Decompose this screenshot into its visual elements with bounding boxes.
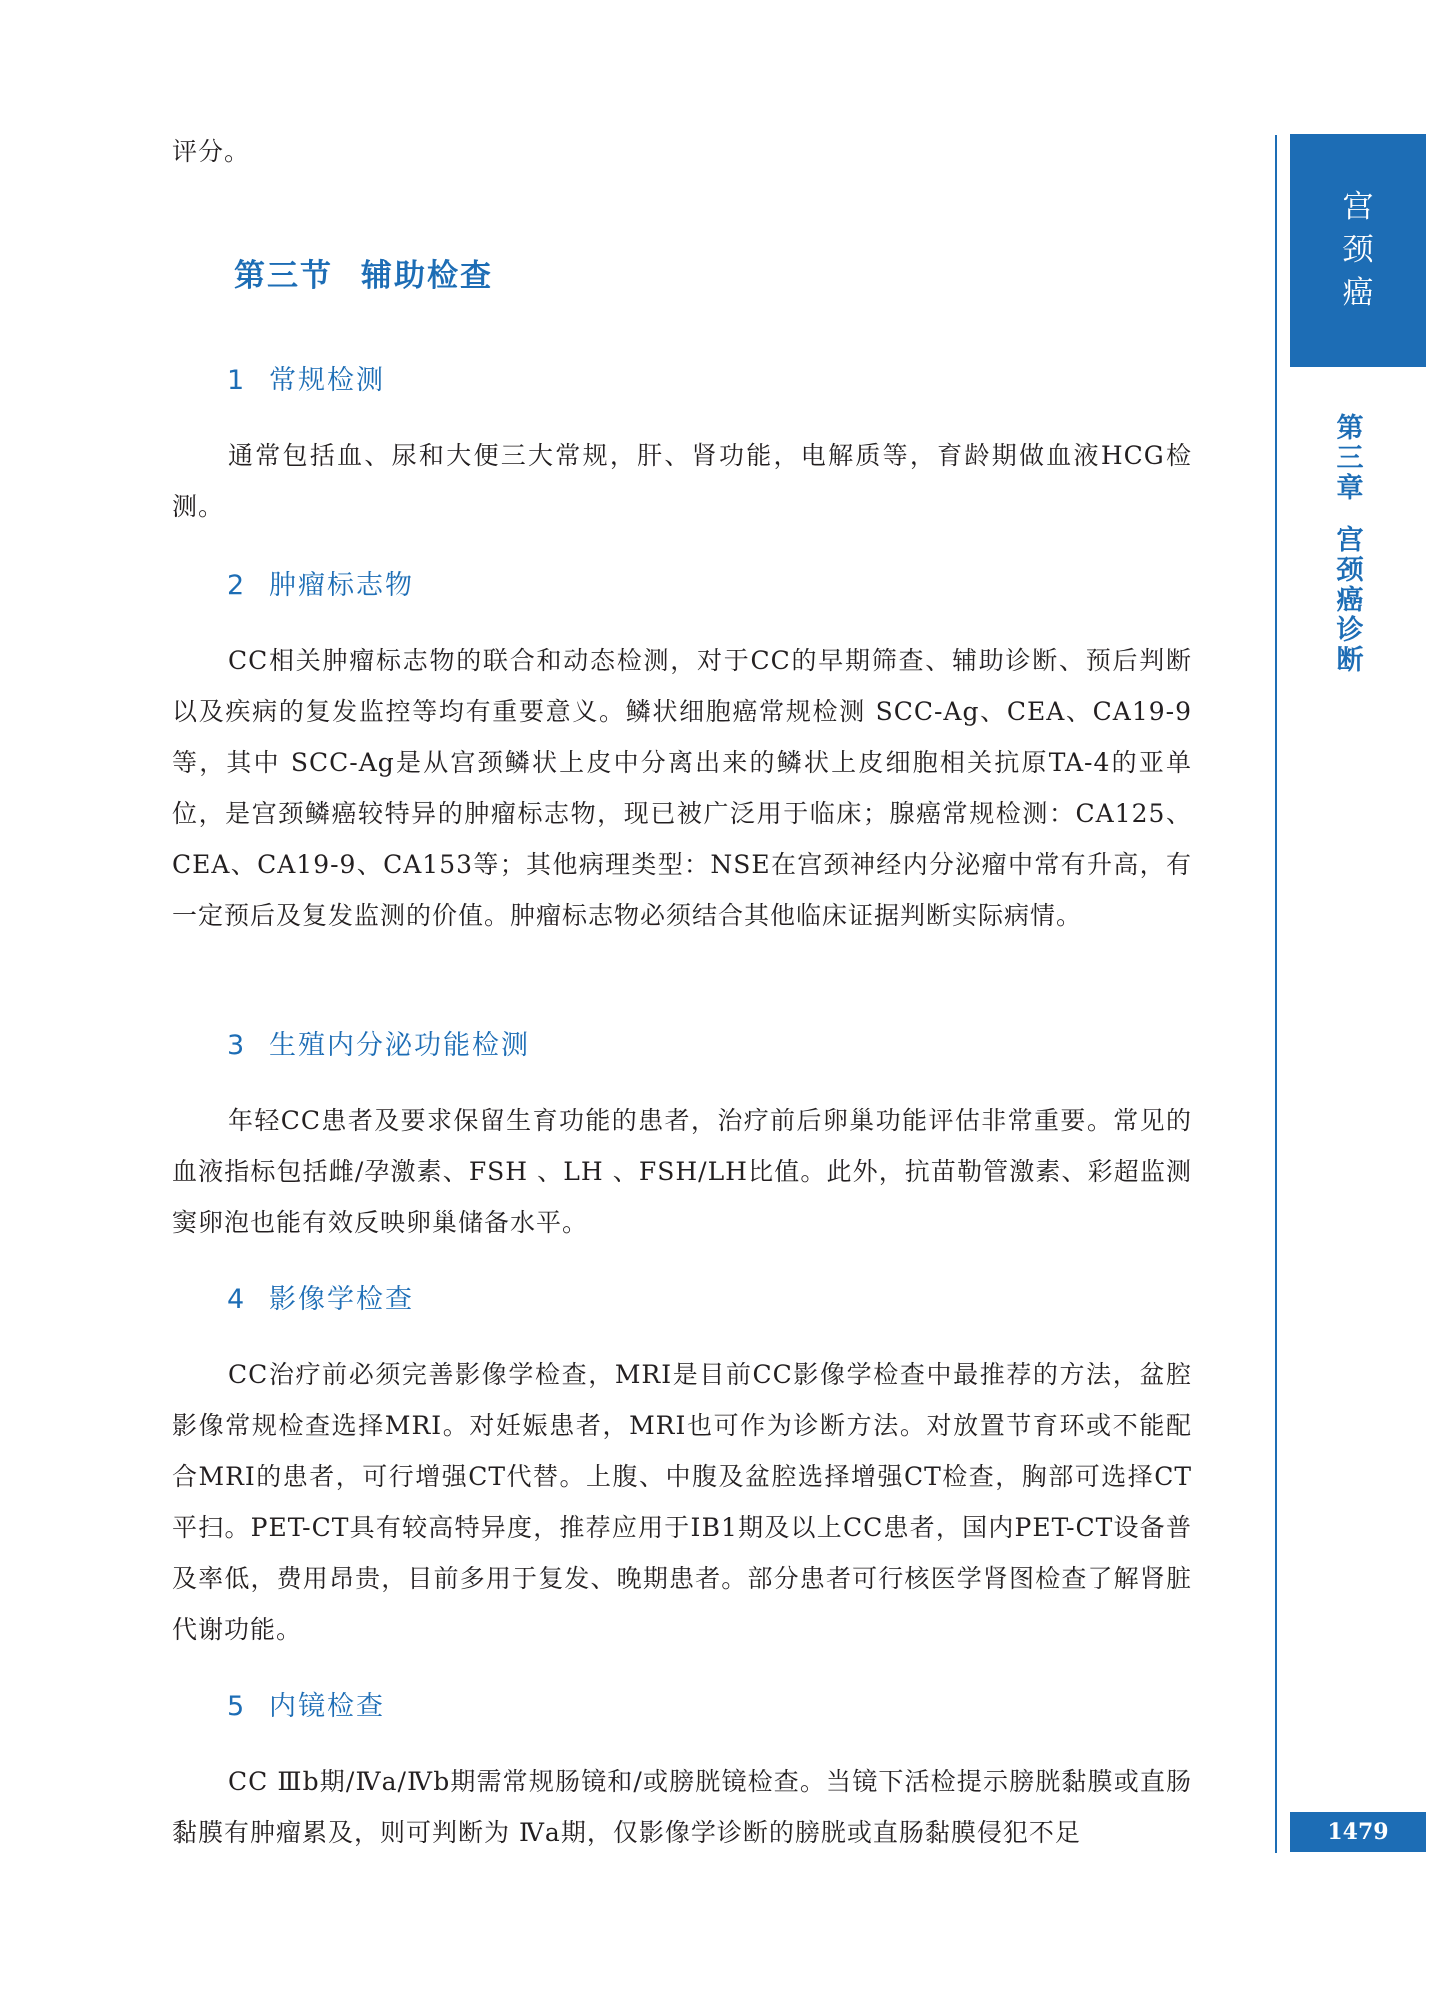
intro-paragraph: 评分。 xyxy=(172,137,251,166)
side-chapter-title xyxy=(1320,414,1380,676)
subsection-title: 内镜检查 xyxy=(269,1691,385,1722)
section-label: 第三节 xyxy=(234,258,333,294)
chapter-char: 第 xyxy=(1336,413,1364,444)
chapter-char: 诊 xyxy=(1336,615,1364,646)
subsection-heading-4 xyxy=(227,1277,414,1316)
subsection-heading-2 xyxy=(227,563,414,602)
subsection-title: 常规检测 xyxy=(269,365,385,396)
chapter-char: 宫 xyxy=(1336,525,1364,556)
page-number: 1479 xyxy=(1290,1812,1426,1852)
subsection-heading-3 xyxy=(227,1023,530,1062)
paragraph-imaging: CC治疗前必须完善影像学检查，MRI是目前CC影像学检查中最推荐的方法，盆腔影像常规检查选择MRI。对妊娠患者，MRI也可作为诊断方法。对放置节育环或不能配合MRI的患者，可行增强CT代替。上腹、中腹及盆腔选择增强CT检查，胸部可选择CT平扫。PET-CT具有较高特异度，推荐应用于ⅠB1期及以上CC患者，国内PET-CT设备普及率低，费用昂贵，目前多用于复发、晚期患者。部分患者可行核医学肾图检查了解肾脏代谢功能。 xyxy=(172,1360,1192,1644)
section-heading xyxy=(234,250,493,295)
subsection-number: 5 xyxy=(227,1691,247,1722)
paragraph-reproductive-endocrine: 年轻CC患者及要求保留生育功能的患者，治疗前后卵巢功能评估非常重要。常见的血液指标包括雌/孕激素、FSH 、LH 、FSH/LH比值。此外，抗苗勒管激素、彩超监测窦卵泡也能有效反映卵巢储备水平。 xyxy=(172,1106,1192,1237)
subsection-number: 4 xyxy=(227,1284,247,1315)
subsection-number: 1 xyxy=(227,365,247,396)
chapter-char: 三 xyxy=(1336,443,1364,474)
side-tab-char: 癌 xyxy=(1342,275,1374,311)
subsection-number: 2 xyxy=(227,570,247,601)
subsection-heading-5 xyxy=(227,1684,385,1723)
paragraph-routine-tests: 通常包括血、尿和大便三大常规，肝、肾功能，电解质等，育龄期做血液HCG检测。 xyxy=(172,441,1192,521)
subsection-heading-1 xyxy=(227,358,385,397)
chapter-char: 断 xyxy=(1336,645,1364,676)
section-title: 辅助检查 xyxy=(361,258,493,294)
subsection-title: 影像学检查 xyxy=(269,1284,414,1315)
subsection-title: 肿瘤标志物 xyxy=(269,570,414,601)
chapter-char: 癌 xyxy=(1336,585,1364,616)
chapter-char: 章 xyxy=(1336,473,1364,504)
subsection-title: 生殖内分泌功能检测 xyxy=(269,1030,530,1061)
paragraph-endoscopy: CC Ⅲb期/Ⅳa/Ⅳb期需常规肠镜和/或膀胱镜检查。当镜下活检提示膀胱黏膜或直肠黏膜有肿瘤累及，则可判断为 Ⅳa期，仅影像学诊断的膀胱或直肠黏膜侵犯不足 xyxy=(172,1767,1192,1847)
side-divider-line xyxy=(1275,135,1277,1853)
side-tab-char: 颈 xyxy=(1342,232,1374,268)
paragraph-tumor-markers: CC相关肿瘤标志物的联合和动态检测，对于CC的早期筛查、辅助诊断、预后判断以及疾病的复发监控等均有重要意义。鳞状细胞癌常规检测 SCC-Ag、CEA、CA19-9等，其中 SCC-Ag是从宫颈鳞状上皮中分离出来的鳞状上皮细胞相关抗原TA-4的亚单位，是宫颈鳞癌较特异的肿瘤标志物，现已被广泛用于临床；腺癌常规检测：CA125、CEA、CA19-9、CA153等；其他病理类型：NSE在宫颈神经内分泌瘤中常有升高，有一定预后及复发监测的价值。肿瘤标志物必须结合其他临床证据判断实际病情。 xyxy=(172,646,1192,930)
side-tab-char: 宫 xyxy=(1342,189,1374,225)
chapter-char: 颈 xyxy=(1336,555,1364,586)
side-tab-cervical-cancer xyxy=(1290,134,1426,367)
subsection-number: 3 xyxy=(227,1030,247,1061)
